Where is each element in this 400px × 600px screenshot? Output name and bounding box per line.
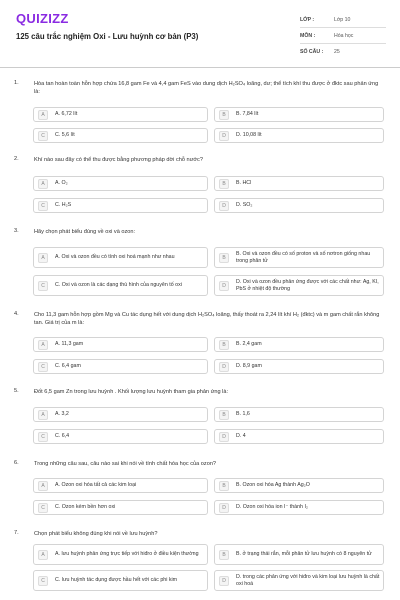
option-d[interactable] bbox=[214, 429, 384, 444]
option-text: A. 11,3 gam bbox=[55, 341, 84, 347]
option-letter-badge: D bbox=[219, 503, 229, 513]
option-letter-badge: A bbox=[38, 550, 48, 560]
option-text: A. Ozon oxi hóa tất cả các kim loại bbox=[55, 482, 137, 488]
option-b[interactable] bbox=[214, 407, 384, 422]
option-b[interactable] bbox=[214, 247, 384, 268]
meta-row-question-count bbox=[300, 44, 386, 60]
option-text: D. Ozon oxi hóa ion I⁻ thành I₂ bbox=[236, 504, 308, 510]
option-c[interactable] bbox=[33, 570, 208, 591]
meta-value: Hóa học bbox=[334, 32, 354, 39]
question-text: Hòa tan hoàn toàn hỗn hợp chứa 16,8 gam Fe và 4,4 gam FeS vào dung dịch H₂SO₄ loãng, dư; thể tích khí thu được ở đktc sau phản ứng là: bbox=[34, 81, 379, 95]
option-b[interactable] bbox=[214, 107, 384, 122]
option-b[interactable] bbox=[214, 478, 384, 493]
option-a[interactable] bbox=[33, 478, 208, 493]
option-letter-badge: A bbox=[38, 110, 48, 120]
option-text: C. H₂S bbox=[55, 202, 72, 208]
option-letter-badge: B bbox=[219, 481, 229, 491]
option-text: B. 2,4 gam bbox=[236, 341, 262, 347]
option-letter-badge: B bbox=[219, 410, 229, 420]
meta-row-subject bbox=[300, 28, 386, 44]
option-c[interactable] bbox=[33, 359, 208, 374]
meta-value: 25 bbox=[334, 49, 340, 55]
question-number: 3. bbox=[14, 228, 19, 234]
option-letter-badge: C bbox=[38, 281, 48, 291]
option-text: C. 6,4 bbox=[55, 433, 70, 439]
meta-label: MÔN : bbox=[300, 32, 316, 39]
question-text: Chọn phát biểu không đúng khi nói về lưu huỳnh? bbox=[34, 531, 158, 537]
option-text: C. 6,4 gam bbox=[55, 363, 81, 369]
option-letter-badge: A bbox=[38, 340, 48, 350]
option-text: C. lưu huỳnh tác dụng được hầu hết với các phi kim bbox=[55, 577, 178, 583]
option-text: B. Ozon oxi hóa Ag thành Ag₂O bbox=[236, 482, 310, 488]
option-c[interactable] bbox=[33, 500, 208, 515]
option-text: D. 10,08 lít bbox=[236, 132, 262, 138]
option-letter-badge: C bbox=[38, 432, 48, 442]
option-text: B. Oxi và ozon đều có số proton và số nơtron giống nhau trong phân tử bbox=[236, 250, 371, 264]
option-letter-badge: C bbox=[38, 503, 48, 513]
meta-label: SỐ CÂU : bbox=[300, 49, 324, 55]
option-letter-badge: A bbox=[38, 410, 48, 420]
option-letter-badge: B bbox=[219, 110, 229, 120]
option-letter-badge: D bbox=[219, 362, 229, 372]
option-a[interactable] bbox=[33, 407, 208, 422]
option-letter-badge: B bbox=[219, 179, 229, 189]
option-text: D. SO₂ bbox=[236, 202, 253, 208]
option-text: D. 4 bbox=[236, 433, 246, 439]
question-text: Hãy chọn phát biểu đúng về oxi và ozon: bbox=[34, 229, 136, 235]
question-number: 5. bbox=[14, 388, 19, 394]
question-text: Cho 11,3 gam hỗn hợp gồm Mg và Cu tác dụng hết với dung dịch H₂SO₄ loãng, thấy thoát ra 2,24 lít khí H₂ (đktc) và m gam chất rắn không tan. Giá trị của m là: bbox=[34, 312, 380, 326]
option-text: A. 6,72 lít bbox=[55, 111, 78, 117]
option-text: B. 7,84 lít bbox=[236, 111, 259, 117]
option-letter-badge: C bbox=[38, 362, 48, 372]
option-c[interactable] bbox=[33, 275, 208, 296]
option-text: A. 3,2 bbox=[55, 411, 69, 417]
question-number: 7. bbox=[14, 530, 19, 536]
option-d[interactable] bbox=[214, 570, 384, 591]
option-text: B. 1,6 bbox=[236, 411, 250, 417]
option-a[interactable] bbox=[33, 247, 208, 268]
question-number: 2. bbox=[14, 156, 19, 162]
option-c[interactable] bbox=[33, 429, 208, 444]
option-text: A. lưu huỳnh phản ứng trực tiếp với hiđro ở điều kiện thường bbox=[55, 551, 199, 557]
option-text: C. Oxi và ozon là các dạng thù hình của nguyên tố oxi bbox=[55, 282, 182, 288]
option-a[interactable] bbox=[33, 107, 208, 122]
option-letter-badge: D bbox=[219, 131, 229, 141]
option-text: B. ở trạng thái rắn, mỗi phân tử lưu huỳnh có 8 nguyên tử bbox=[236, 551, 372, 557]
question-text: Đốt 6,5 gam Zn trong lưu huỳnh . Khối lượng lưu huỳnh tham gia phản ứng là: bbox=[34, 389, 229, 395]
question-number: 1. bbox=[14, 80, 19, 86]
option-text: C. Ozon kém bền hơn oxi bbox=[55, 504, 116, 510]
page-header bbox=[0, 0, 400, 68]
option-c[interactable] bbox=[33, 128, 208, 143]
option-letter-badge: B bbox=[219, 340, 229, 350]
option-b[interactable] bbox=[214, 544, 384, 565]
option-letter-badge: A bbox=[38, 179, 48, 189]
option-d[interactable] bbox=[214, 198, 384, 213]
option-letter-badge: D bbox=[219, 281, 229, 291]
option-letter-badge: A bbox=[38, 253, 48, 263]
option-a[interactable] bbox=[33, 544, 208, 565]
option-c[interactable] bbox=[33, 198, 208, 213]
meta-row-class bbox=[300, 12, 386, 28]
option-b[interactable] bbox=[214, 176, 384, 191]
quizizz-logo: QUIZIZZ bbox=[16, 11, 69, 26]
option-letter-badge: C bbox=[38, 576, 48, 586]
meta-value: Lớp 10 bbox=[334, 16, 351, 23]
option-letter-badge: D bbox=[219, 576, 229, 586]
option-letter-badge: D bbox=[219, 201, 229, 211]
option-d[interactable] bbox=[214, 128, 384, 143]
option-letter-badge: B bbox=[219, 253, 229, 263]
option-text: D. 8,9 gam bbox=[236, 363, 262, 369]
option-d[interactable] bbox=[214, 275, 384, 296]
option-d[interactable] bbox=[214, 359, 384, 374]
option-text: C. 5,6 lít bbox=[55, 132, 75, 138]
option-letter-badge: C bbox=[38, 201, 48, 211]
option-letter-badge: B bbox=[219, 550, 229, 560]
option-b[interactable] bbox=[214, 337, 384, 352]
page-title: 125 câu trắc nghiệm Oxi - Lưu huỳnh cơ bản (P3) bbox=[16, 32, 199, 41]
option-text: A. O₂ bbox=[55, 180, 68, 186]
option-letter-badge: D bbox=[219, 432, 229, 442]
option-text: D. Oxi và ozon đều phản ứng được với các chất như: Ag, KI, PbS ở nhiệt độ thường bbox=[236, 278, 379, 292]
option-text: B. HCl bbox=[236, 180, 252, 186]
question-number: 4. bbox=[14, 311, 19, 317]
option-letter-badge: C bbox=[38, 131, 48, 141]
option-text: D. trong các phản ứng với hiđro và kim loại lưu huỳnh là chất oxi hoá bbox=[236, 573, 380, 587]
meta-label: LỚP : bbox=[300, 16, 315, 23]
quiz-meta-table bbox=[300, 12, 386, 60]
question-number: 6. bbox=[14, 460, 19, 466]
option-text: A. Oxi và ozon đều có tính oxi hoá mạnh như nhau bbox=[55, 254, 175, 260]
option-d[interactable] bbox=[214, 500, 384, 515]
option-letter-badge: A bbox=[38, 481, 48, 491]
question-text: Khí nào sau đây có thể thu được bằng phương pháp dời chỗ nước? bbox=[34, 157, 203, 163]
option-a[interactable] bbox=[33, 337, 208, 352]
question-text: Trong những câu sau, câu nào sai khi nói về tính chất hóa học của ozon? bbox=[34, 461, 217, 467]
option-a[interactable] bbox=[33, 176, 208, 191]
